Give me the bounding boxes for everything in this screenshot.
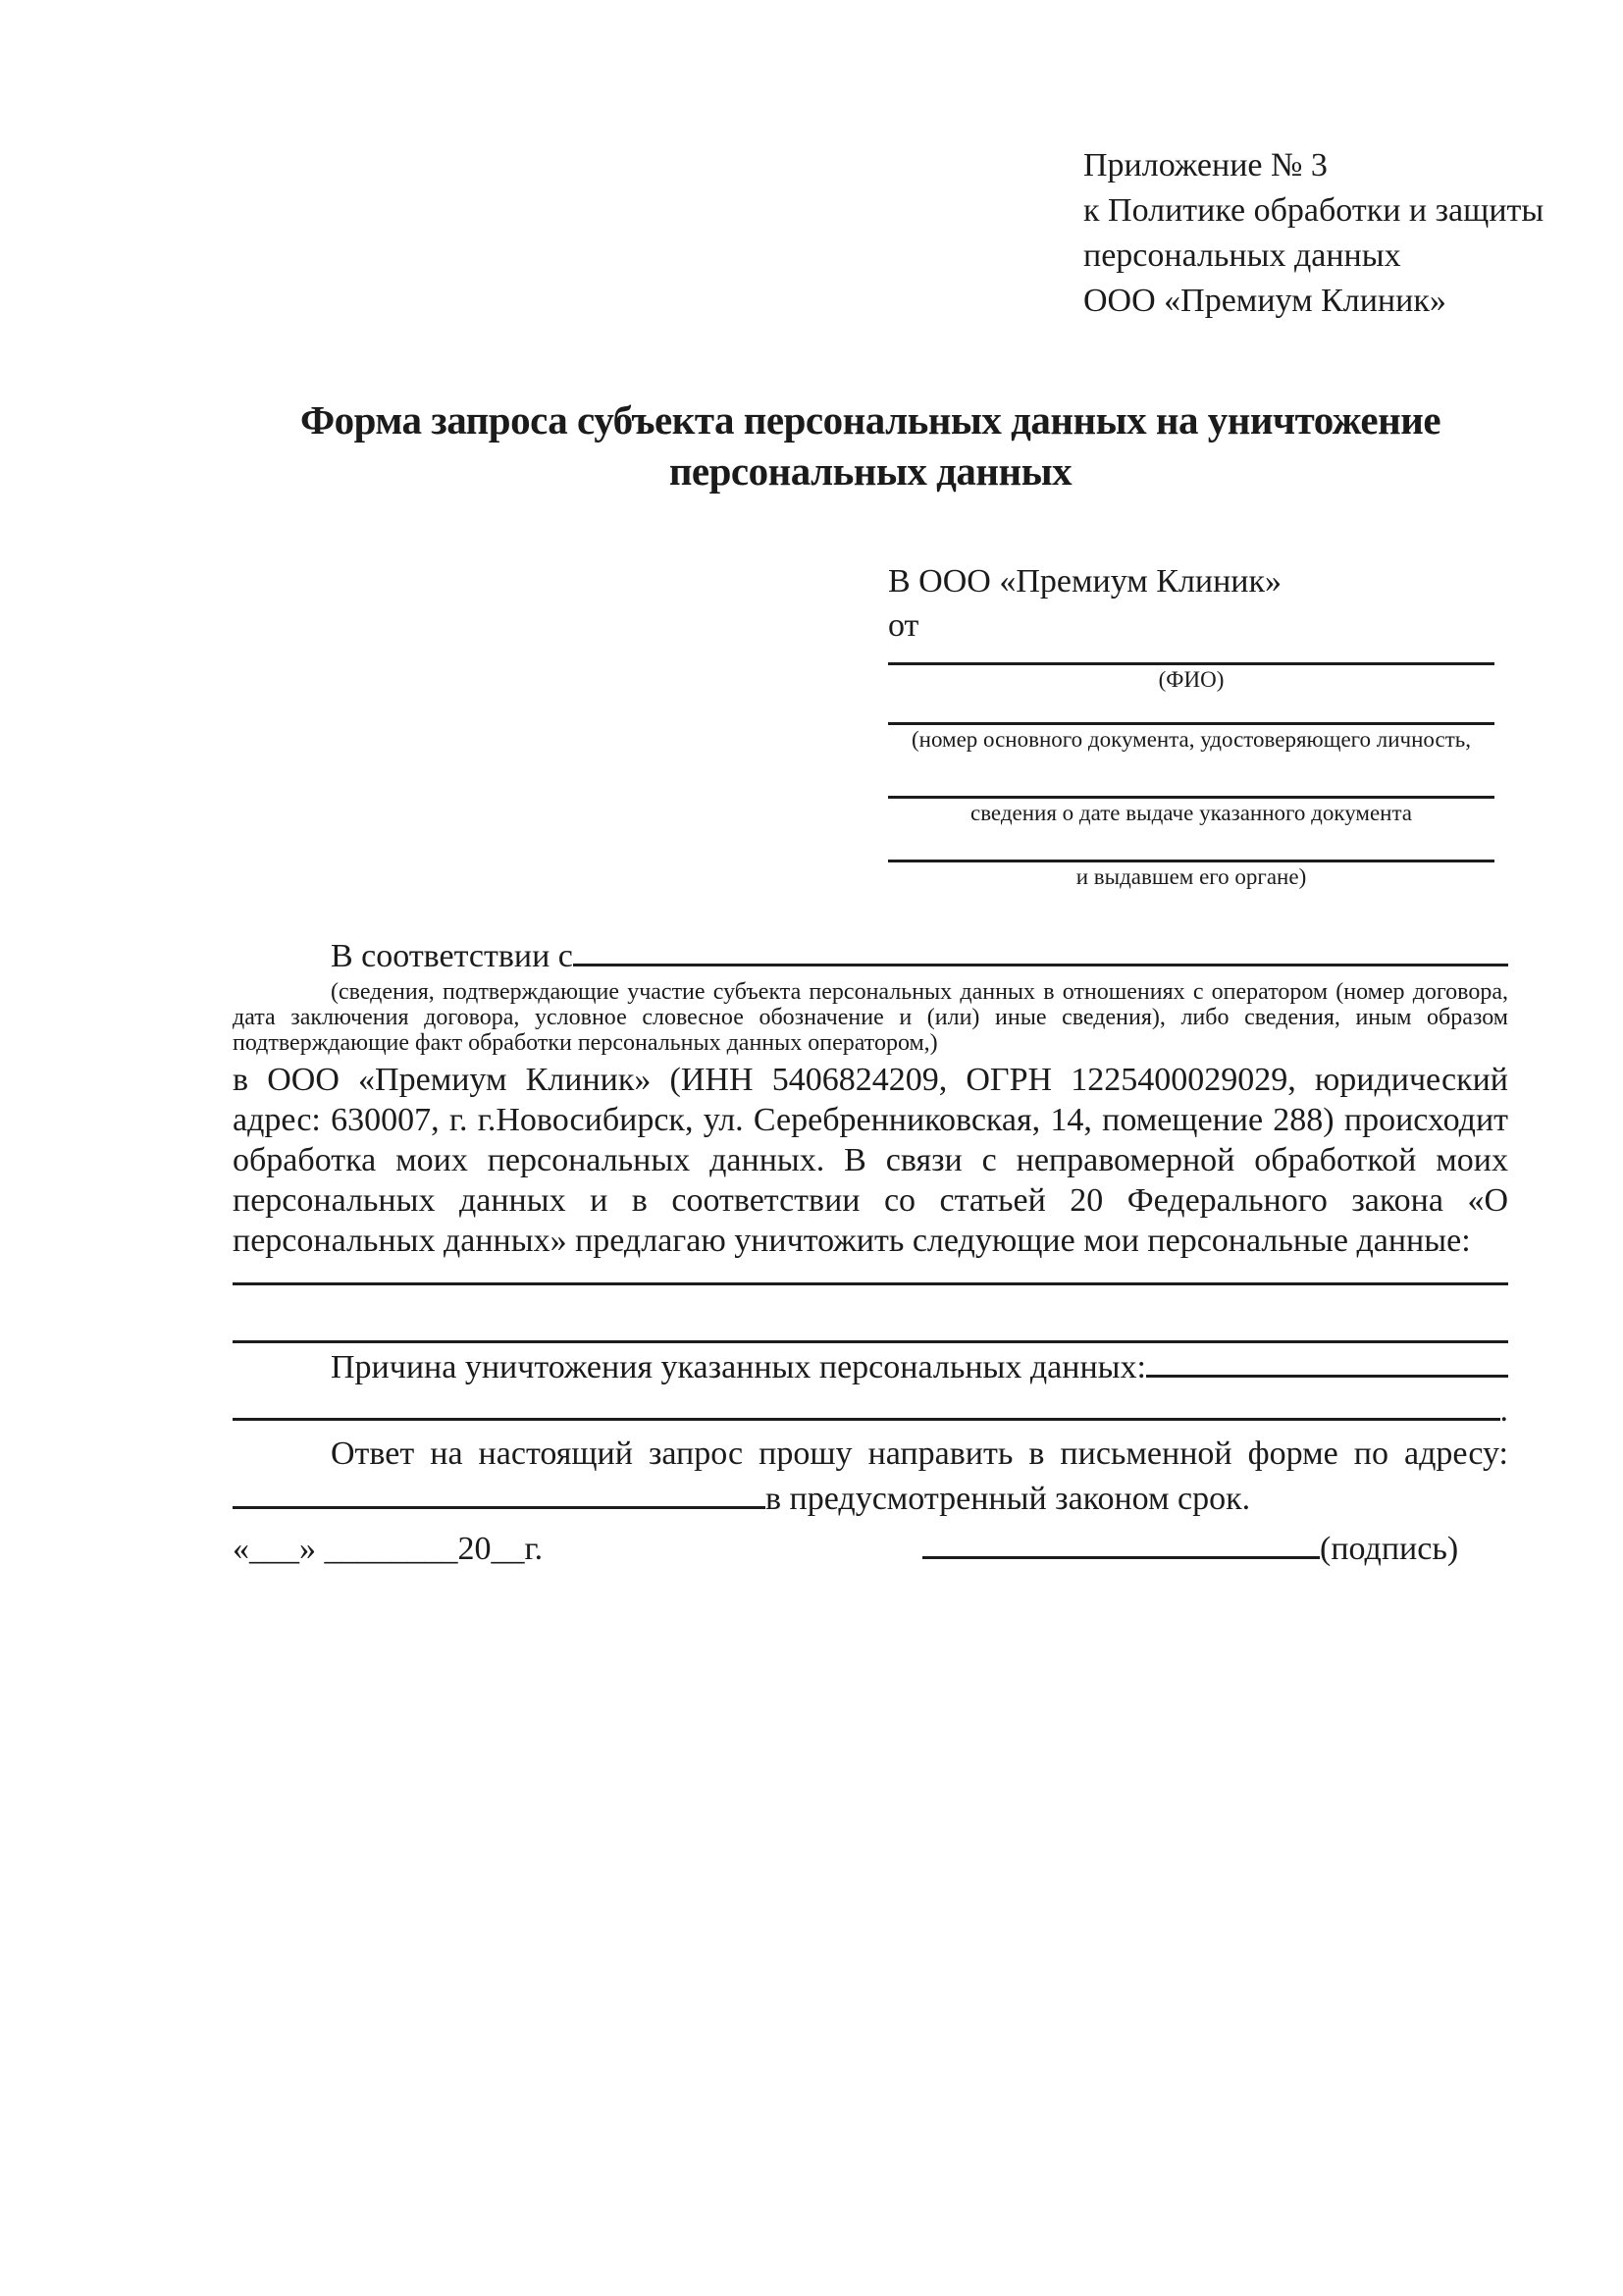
accordance-note: (сведения, подтверждающие участие субъекта персональных данных в отношениях с оператором (номер договора, дата заключения договора, условное словесное обозначение и (или) иные сведения), либо сведения, иным образом подтверждающие факт обработки персональных данных оператором,) [233,979,1508,1056]
appendix-header-line: Приложение № 3 [1083,147,1328,183]
answer-sentence: Ответ на настоящий запрос прошу направить в письменной форме по адресу: [331,1435,1508,1472]
reason-continuation-line [233,1392,1508,1429]
document-title-line: Форма запроса субъекта персональных данных на уничтожение [299,397,1441,443]
reason-line [233,1343,1508,1392]
document-body [233,934,1508,1522]
appendix-header-line: ООО «Премиум Клиник» [1083,283,1446,319]
signature-blank-field [922,1556,1320,1559]
issue-date-blank-field [888,755,1494,799]
issue-date-field-caption: сведения о дате выдаче указанного документа [969,801,1413,825]
id-document-field-caption: (номер основного документа, удостоверяющего личность, [911,727,1471,752]
addressee-from-label: от [888,607,919,644]
reason-blank-field-continuation [233,1418,1500,1421]
reason-prefix: Причина уничтожения указанных персональных данных: [331,1349,1146,1385]
date-placeholder: «___» ________20__г. [233,1531,544,1567]
answer-tail-text: в предусмотренный законом срок. [765,1481,1251,1517]
addressee-organization: В ООО «Премиум Клиник» [888,563,1283,600]
address-blank-field [233,1506,765,1509]
appendix-header-line: персональных данных [1083,237,1401,274]
signature-block [922,1527,1472,1572]
id-document-blank-field [888,695,1494,725]
main-paragraph: в ООО «Премиум Клиник» (ИНН 5406824209, ОГРН 1225400029029, юридический адрес: 630007, г. г.Новосибирск, ул. Серебренниковская, 14, помещение 288) происходит обработка моих персональных данных. В связи с неправомерной обработкой моих персональных данных и в соответствии со статьей 20 Федерального закона «О персональных данных» предлагаю уничтожить следующие мои персональные данные: [233,1062,1508,1259]
signature-caption: (подпись) [1320,1531,1459,1567]
document-title-line: персональных данных [668,448,1073,494]
addressee-block [888,559,1494,892]
accordance-line [233,934,1508,979]
appendix-header-line: к Политике обработки и защиты [1083,192,1544,229]
answer-address-line [233,1477,1508,1522]
fio-blank-field [888,648,1494,665]
fio-field-caption: (ФИО) [1158,667,1225,692]
appendix-header [1083,143,1554,324]
reason-blank-field [1146,1375,1508,1378]
issuing-authority-field-caption: и выдавшем его органе) [1075,864,1307,889]
personal-data-blank-line [233,1261,1508,1285]
personal-data-blank-line [233,1285,1508,1343]
accordance-prefix: В соответствии с [331,938,573,974]
issuing-authority-blank-field [888,828,1494,862]
line-end-period: . [1499,1392,1508,1429]
accordance-blank-field [573,964,1508,966]
document-title [233,394,1508,496]
